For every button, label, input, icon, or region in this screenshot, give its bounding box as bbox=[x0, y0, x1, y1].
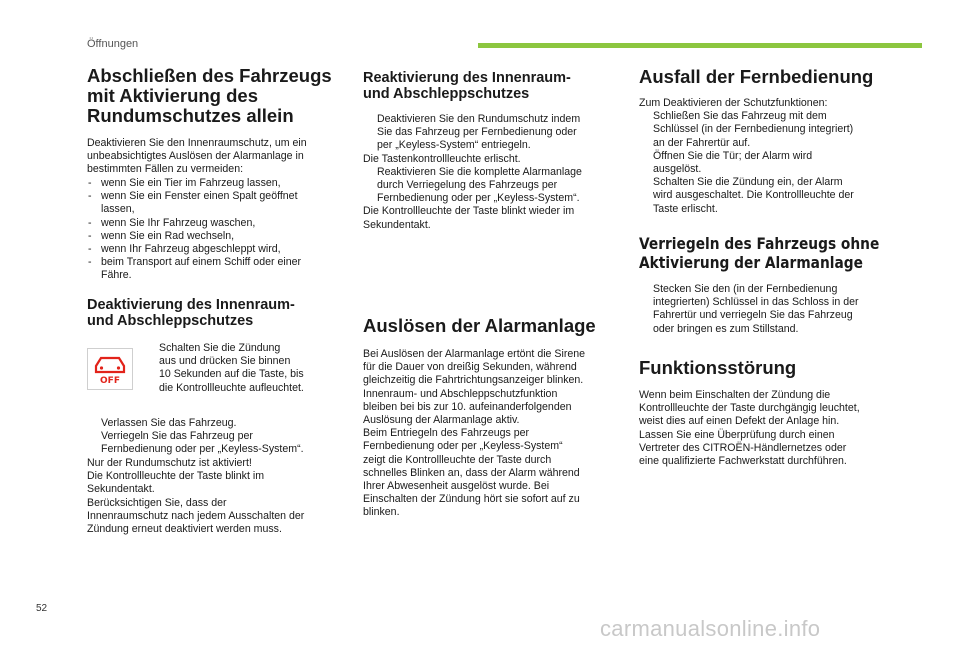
closing-text: Nur der Rundumschutz ist aktiviert! Die Kontrollleuchte der Taste blinkt im Sekundentakt. Berücksichtigen Sie, dass der Innenraumschutz nach jedem Ausschalten der Zündung erneut deaktiviert werden muss. bbox=[87, 457, 305, 536]
list-item: Schließen Sie das Fahrzeug mit dem Schlüssel (in der Fernbedienung integriert) an der Fahrertür auf. bbox=[653, 110, 854, 149]
section-heading-deactivation: Deaktivierung des Innenraum- und Abschleppschutzes bbox=[87, 297, 295, 329]
list-item: Verriegeln Sie das Fahrzeug per Fernbedienung oder per „Keyless-System“. bbox=[101, 430, 304, 456]
remote-steps: Zum Deaktivieren der Schutzfunktionen: Schließen Sie das Fahrzeug mit dem Schlüssel (in der Fernbedienung integriert) an der Fahrertür auf. Öffnen Sie die Tür; der Alarm wird ausgelöst. Schalten Sie die Zündung ein, der Alarm wird ausgeschaltet. Die Kontrollleuchte der Taste erlischt. bbox=[639, 97, 889, 216]
section-accent-bar bbox=[478, 43, 922, 48]
list-item: - wenn Sie ein Tier im Fahrzeug lassen, bbox=[88, 177, 281, 189]
list-item: Deaktivieren Sie den Rundumschutz indem Sie das Fahrzeug per Fernbedienung oder per „Keyless-System“ entriegeln. bbox=[377, 113, 581, 152]
list-item: - wenn Sie ein Rad wechseln, bbox=[88, 229, 235, 242]
intro-text: Deaktivieren Sie den Innenraumschutz, um ein unbeabsichtigtes Auslösen der Alarmanlage in bestimmten Fällen zu vermeiden: bbox=[87, 137, 307, 176]
list-item: Stecken Sie den (in der Fernbedienung integrierten) Schlüssel in das Schloss in der Fahrertür und verriegeln Sie das Fahrzeug oder bringen es zum Stillstand. bbox=[653, 283, 859, 335]
off-instruction bbox=[87, 342, 337, 402]
section-heading-malfunction: Funktionsstörung bbox=[639, 357, 797, 378]
list-item: - beim Transport auf einem Schiff oder einer Fähre. bbox=[88, 256, 302, 282]
section-heading-reactivation: Reaktivierung des Innenraum- und Abschleppschutzes bbox=[363, 70, 571, 102]
svg-text:OFF: OFF bbox=[100, 376, 120, 386]
reactivation-steps: Deaktivieren Sie den Rundumschutz indem Sie das Fahrzeug per Fernbedienung oder per „Keyless-System“ entriegeln. Die Tastenkontrollleuchte erlischt. Reaktivieren Sie die komplette Alarmanlage durch Verriegelung des Fahrzeugs per Fernbedienung oder per „Keyless-System“. Die Kontrollleuchte der Taste blinkt wieder im Sekundentakt. bbox=[363, 113, 613, 232]
alarm-off-icon bbox=[87, 348, 133, 390]
off-step: Schalten Sie die Zündung aus und drücken Sie binnen 10 Sekunden auf die Taste, bis die Kontrollleuchte aufleuchtet. bbox=[159, 342, 304, 394]
watermark: carmanualsonline.info bbox=[600, 616, 821, 641]
list-item: - wenn Sie Ihr Fahrzeug waschen, bbox=[88, 216, 256, 229]
section-heading-lock-without-alarm: Verriegeln des Fahrzeugs ohne Aktivierung der Alarmanlage bbox=[639, 234, 880, 272]
list-item: Verlassen Sie das Fahrzeug. bbox=[101, 417, 237, 429]
malfunction-text: Wenn beim Einschalten der Zündung die Kontrollleuchte der Taste durchgängig leuchtet, weist dies auf einen Defekt der Anlage hin. Lassen Sie eine Überprüfung durch einen Vertreter des CITROËN-Händlernetzes oder eine qualifizierte Fachwerkstatt durchführen. bbox=[639, 389, 860, 468]
lock-step bbox=[639, 283, 889, 336]
list-item: - wenn Ihr Fahrzeug abgeschleppt wird, bbox=[88, 243, 281, 256]
main-title: Abschließen des Fahrzeugs mit Aktivierung des Rundumschutzes allein bbox=[87, 65, 332, 126]
alarm-text: Bei Auslösen der Alarmanlage ertönt die Sirene für die Dauer von dreißig Sekunden, während gleichzeitig die Fahrtrichtungsanzeiger blinken. Innenraum- und Abschleppschutzfunktion bleiben bei bis zur 10. aufeinanderfolgenden Auslösung der Alarmanlage aktiv. Beim Entriegeln des Fahrzeugs per Fernbedienung oder per „Keyless-System“ zeigt die Kontrollleuchte der Taste durch schnelles Blinken an, dass der Alarm während Ihrer Abwesenheit ausgelöst wurde. Bei Einschalten der Zündung hört sie sofort auf zu blinken. bbox=[363, 348, 586, 519]
section-label: Öffnungen bbox=[87, 38, 139, 50]
section-heading-alarm: Auslösen der Alarmanlage bbox=[363, 315, 596, 336]
list-item: Öffnen Sie die Tür; der Alarm wird ausgelöst. bbox=[653, 149, 813, 176]
page-number: 52 bbox=[36, 603, 48, 614]
list-item: Schalten Sie die Zündung ein, der Alarm wird ausgeschaltet. Die Kontrollleuchte der Taste erlischt. bbox=[653, 176, 854, 215]
steps-list bbox=[87, 417, 337, 457]
list-item: Reaktivieren Sie die komplette Alarmanlage durch Verriegelung des Fahrzeugs per Fernbedienung oder per „Keyless-System“. bbox=[377, 165, 582, 205]
section-heading-remote-failure: Ausfall der Fernbedienung bbox=[639, 66, 874, 87]
dash-list bbox=[87, 177, 337, 283]
list-item: - wenn Sie ein Fenster einen Spalt geöffnet lassen, bbox=[88, 190, 298, 216]
